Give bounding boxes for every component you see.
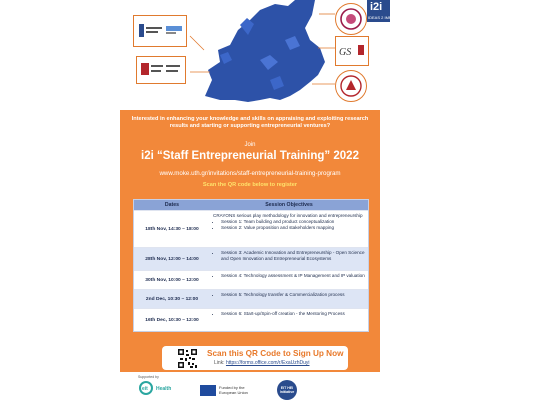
row-objectives	[210, 271, 368, 289]
row-objectives	[210, 248, 368, 270]
row-objectives	[210, 290, 368, 308]
qr-link-line	[214, 360, 310, 366]
seal-icon	[336, 71, 366, 101]
program-url[interactable]: www.moke.uth.gr/invitations/staff-entrepreneurial-training-program	[159, 170, 341, 177]
row-date: 2nd Dec, 10:30 – 12:00	[145, 296, 199, 302]
university-logo-icon	[137, 57, 185, 83]
schedule-table	[133, 199, 369, 332]
university-logo-icon	[134, 16, 186, 46]
eu-funding-text: Funded by the European Union	[219, 385, 248, 395]
session-item: • Session 3: Academic Innovation and Entrepreneurship - Open Science and Open Innovation and Entrepreneurial Ecosystems	[221, 250, 365, 262]
row-date: 28th Nov, 12:00 – 14:00	[145, 256, 199, 262]
qr-code-icon[interactable]	[177, 348, 198, 369]
session-item: • Session 5: Technology transfer & Commercialization process	[221, 292, 365, 298]
poster	[120, 0, 400, 400]
session-item: • Session 2: Value proposition and stakeholders mapping	[221, 225, 365, 231]
table-row	[134, 210, 368, 247]
row-objectives	[210, 211, 368, 247]
header-objectives: Session Objectives	[265, 202, 313, 208]
i2i-brand-logo	[367, 0, 400, 22]
training-info-section	[120, 110, 380, 372]
hei-badge-text: EIT HEI Initiative	[279, 386, 295, 394]
eit-hei-badge	[277, 380, 297, 400]
partner-logo-4	[335, 36, 369, 66]
university-logo-icon	[336, 37, 368, 65]
row-date: 30th Nov, 10:00 – 12:00	[145, 277, 199, 283]
scan-hint: Scan the QR code below to register	[202, 182, 298, 188]
partner-logo-1	[133, 15, 187, 47]
partner-logo-5	[335, 70, 367, 102]
eit-health-name: Health	[156, 386, 172, 392]
session-item: • Session 1: Team building and product conceptualization	[221, 219, 365, 225]
qr-banner-title: Scan this QR Code to Sign Up Now	[207, 349, 344, 358]
table-row	[134, 247, 368, 270]
supported-by-label: Supported by	[138, 375, 159, 379]
join-text: Join	[244, 142, 256, 148]
event-title: i2i “Staff Entrepreneurial Training” 2022	[141, 150, 359, 162]
table-row	[134, 289, 368, 308]
table-row	[134, 270, 368, 289]
intro-text: Interested in enhancing your knowledge and skills on appraising and exploiting research results and starting or supporting entrepreneurial ventures?	[131, 116, 369, 130]
row-objectives	[210, 309, 368, 331]
partner-logo-3	[335, 3, 367, 35]
row-date: 16th Dec, 10:30 – 12:00	[145, 317, 199, 323]
table-header	[134, 200, 368, 210]
brand-tagline: IDEAS 2 IMPACT	[368, 15, 400, 20]
table-row	[134, 308, 368, 331]
qr-link-label: Link:	[214, 360, 225, 366]
eu-flag-icon	[200, 385, 216, 396]
europe-map-area	[120, 0, 400, 105]
qr-form-link[interactable]: https://forms.office.com/r/ExaUzhDuyi	[225, 360, 310, 366]
svg-text:eit: eit	[142, 386, 148, 392]
header-dates: Dates	[164, 202, 180, 208]
row-intro: CRAYONS serious play methodology for innovation and entrepreneurship	[213, 213, 363, 218]
brand-name: i2i	[370, 1, 383, 13]
svg-text:GS: GS	[339, 47, 352, 58]
partner-logo-2	[136, 56, 186, 84]
qr-signup-banner	[162, 346, 348, 370]
session-item: • Session 4: Technology assessment & IP Management and IP valuation	[221, 273, 365, 279]
seal-icon	[336, 4, 366, 34]
sponsor-footer	[120, 372, 390, 400]
session-item: • Session 6: Start-up/Spin-off creation - the Mentoring Process	[221, 311, 365, 317]
row-date: 18th Nov, 14:30 – 18:00	[145, 226, 199, 232]
